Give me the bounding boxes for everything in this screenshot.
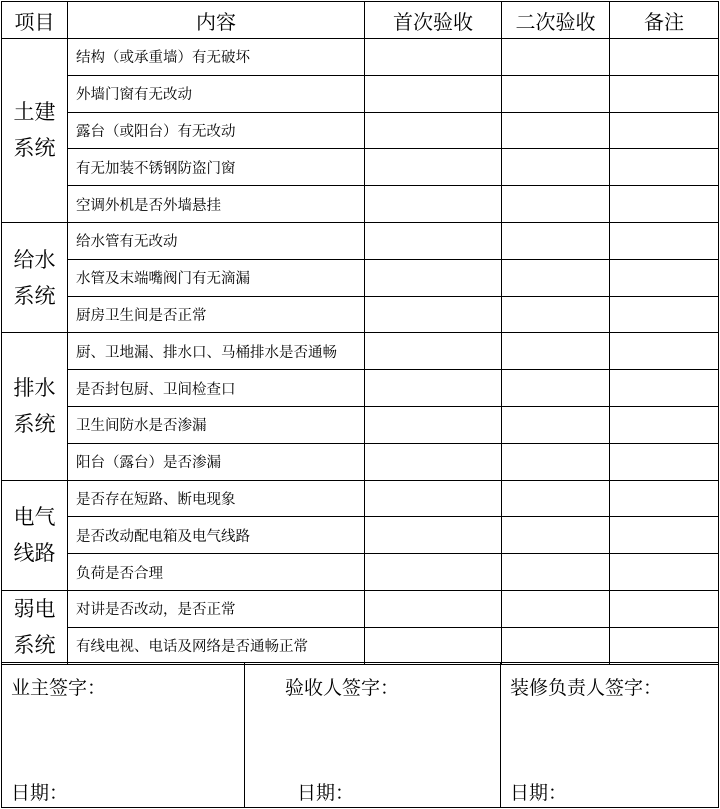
first-check-cell[interactable] bbox=[365, 259, 502, 296]
category-label-line1: 土建 bbox=[13, 100, 56, 125]
second-check-cell[interactable] bbox=[502, 39, 610, 76]
table-row bbox=[2, 112, 719, 149]
header-row bbox=[2, 2, 719, 39]
second-check-cell[interactable] bbox=[502, 296, 610, 333]
second-check-cell[interactable] bbox=[502, 443, 610, 480]
table-row bbox=[2, 590, 719, 627]
check-item: 外墙门窗有无改动 bbox=[68, 75, 365, 112]
table-row bbox=[2, 149, 719, 186]
second-check-cell[interactable] bbox=[502, 554, 610, 591]
inspection-table bbox=[1, 1, 719, 665]
category-label-line2: 系统 bbox=[13, 136, 56, 161]
first-check-cell[interactable] bbox=[365, 443, 502, 480]
decorator-signature-cell[interactable] bbox=[501, 663, 719, 808]
second-check-cell[interactable] bbox=[502, 406, 610, 443]
first-check-cell[interactable] bbox=[365, 590, 502, 627]
first-check-cell[interactable] bbox=[365, 186, 502, 223]
header-project: 项目 bbox=[2, 2, 68, 39]
first-check-cell[interactable] bbox=[365, 149, 502, 186]
table-row bbox=[2, 480, 719, 517]
decorator-signature-label: 装修负责人签字： bbox=[510, 677, 663, 699]
category-label-line1: 排水 bbox=[13, 376, 56, 401]
header-content: 内容 bbox=[68, 2, 365, 39]
second-check-cell[interactable] bbox=[502, 186, 610, 223]
remarks-cell[interactable] bbox=[610, 149, 719, 186]
header-first-check: 首次验收 bbox=[365, 2, 502, 39]
category-label-line1: 电气 bbox=[13, 505, 56, 530]
first-check-cell[interactable] bbox=[365, 627, 502, 664]
check-item: 负荷是否合理 bbox=[68, 554, 365, 591]
remarks-cell[interactable] bbox=[610, 370, 719, 407]
remarks-cell[interactable] bbox=[610, 333, 719, 370]
signature-table bbox=[1, 662, 719, 808]
owner-signature-cell[interactable] bbox=[2, 663, 245, 808]
first-check-cell[interactable] bbox=[365, 554, 502, 591]
table-row bbox=[2, 39, 719, 76]
check-item: 是否封包厨、卫间检查口 bbox=[68, 370, 365, 407]
check-item: 对讲是否改动，是否正常 bbox=[68, 590, 365, 627]
check-item: 厨房卫生间是否正常 bbox=[68, 296, 365, 333]
table-row bbox=[2, 554, 719, 591]
second-check-cell[interactable] bbox=[502, 75, 610, 112]
second-check-cell[interactable] bbox=[502, 333, 610, 370]
second-check-cell[interactable] bbox=[502, 480, 610, 517]
remarks-cell[interactable] bbox=[610, 554, 719, 591]
second-check-cell[interactable] bbox=[502, 590, 610, 627]
category-cell bbox=[2, 480, 68, 590]
check-item: 给水管有无改动 bbox=[68, 222, 365, 259]
inspector-signature-cell[interactable] bbox=[245, 663, 501, 808]
check-item: 露台（或阳台）有无改动 bbox=[68, 112, 365, 149]
table-row bbox=[2, 186, 719, 223]
category-cell bbox=[2, 222, 68, 332]
first-check-cell[interactable] bbox=[365, 222, 502, 259]
first-check-cell[interactable] bbox=[365, 296, 502, 333]
table-row bbox=[2, 517, 719, 554]
second-check-cell[interactable] bbox=[502, 149, 610, 186]
second-check-cell[interactable] bbox=[502, 517, 610, 554]
table-row bbox=[2, 75, 719, 112]
owner-date-label: 日期： bbox=[11, 782, 69, 804]
owner-signature-label: 业主签字： bbox=[11, 677, 107, 699]
remarks-cell[interactable] bbox=[610, 590, 719, 627]
remarks-cell[interactable] bbox=[610, 443, 719, 480]
check-item: 有线电视、电话及网络是否通畅正常 bbox=[68, 627, 365, 664]
check-item: 是否改动配电箱及电气线路 bbox=[68, 517, 365, 554]
first-check-cell[interactable] bbox=[365, 480, 502, 517]
category-label-line1: 弱电 bbox=[13, 597, 56, 622]
inspector-signature-label: 验收人签字： bbox=[285, 677, 400, 699]
first-check-cell[interactable] bbox=[365, 75, 502, 112]
table-row bbox=[2, 333, 719, 370]
header-remarks: 备注 bbox=[610, 2, 719, 39]
remarks-cell[interactable] bbox=[610, 627, 719, 664]
remarks-cell[interactable] bbox=[610, 112, 719, 149]
second-check-cell[interactable] bbox=[502, 222, 610, 259]
remarks-cell[interactable] bbox=[610, 517, 719, 554]
check-item: 空调外机是否外墙悬挂 bbox=[68, 186, 365, 223]
check-item: 卫生间防水是否渗漏 bbox=[68, 406, 365, 443]
inspector-date-label: 日期： bbox=[297, 782, 355, 804]
category-label-line2: 系统 bbox=[13, 283, 56, 308]
remarks-cell[interactable] bbox=[610, 39, 719, 76]
table-row bbox=[2, 443, 719, 480]
category-cell bbox=[2, 333, 68, 480]
remarks-cell[interactable] bbox=[610, 480, 719, 517]
check-item: 有无加装不锈钢防盗门窗 bbox=[68, 149, 365, 186]
second-check-cell[interactable] bbox=[502, 259, 610, 296]
table-row bbox=[2, 406, 719, 443]
decorator-date-label: 日期： bbox=[510, 782, 568, 804]
remarks-cell[interactable] bbox=[610, 259, 719, 296]
second-check-cell[interactable] bbox=[502, 627, 610, 664]
table-row bbox=[2, 296, 719, 333]
table-row bbox=[2, 222, 719, 259]
remarks-cell[interactable] bbox=[610, 75, 719, 112]
check-item: 水管及末端嘴阀门有无滴漏 bbox=[68, 259, 365, 296]
table-row bbox=[2, 259, 719, 296]
first-check-cell[interactable] bbox=[365, 517, 502, 554]
category-label-line2: 系统 bbox=[13, 412, 56, 437]
remarks-cell[interactable] bbox=[610, 296, 719, 333]
header-second-check: 二次验收 bbox=[502, 2, 610, 39]
category-cell bbox=[2, 39, 68, 223]
check-item: 厨、卫地漏、排水口、马桶排水是否通畅 bbox=[68, 333, 365, 370]
first-check-cell[interactable] bbox=[365, 333, 502, 370]
category-cell bbox=[2, 590, 68, 664]
second-check-cell[interactable] bbox=[502, 370, 610, 407]
table-row bbox=[2, 370, 719, 407]
first-check-cell[interactable] bbox=[365, 112, 502, 149]
category-label-line1: 给水 bbox=[13, 247, 56, 272]
check-item: 是否存在短路、断电现象 bbox=[68, 480, 365, 517]
check-item: 结构（或承重墙）有无破坏 bbox=[68, 39, 365, 76]
remarks-cell[interactable] bbox=[610, 186, 719, 223]
remarks-cell[interactable] bbox=[610, 406, 719, 443]
check-item: 阳台（露台）是否渗漏 bbox=[68, 443, 365, 480]
category-label-line2: 系统 bbox=[13, 633, 56, 658]
first-check-cell[interactable] bbox=[365, 370, 502, 407]
first-check-cell[interactable] bbox=[365, 406, 502, 443]
category-label-line2: 线路 bbox=[13, 541, 56, 566]
first-check-cell[interactable] bbox=[365, 39, 502, 76]
second-check-cell[interactable] bbox=[502, 112, 610, 149]
remarks-cell[interactable] bbox=[610, 222, 719, 259]
table-row bbox=[2, 627, 719, 664]
